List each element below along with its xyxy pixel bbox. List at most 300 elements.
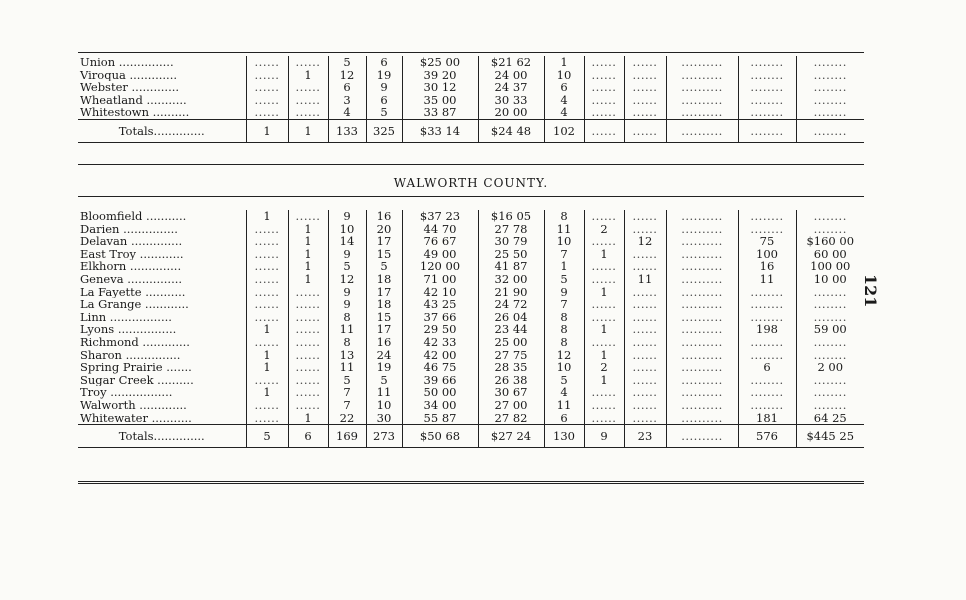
town-name: Elkhorn ..............	[80, 260, 182, 273]
table-cell: ........	[738, 298, 796, 311]
table-cell: 1	[544, 56, 584, 69]
table-cell: 55 87	[402, 412, 478, 425]
table-row	[78, 386, 864, 399]
table-cell: ......	[624, 361, 666, 374]
table-cell: 11	[544, 399, 584, 412]
town-name: Walworth .............	[80, 398, 187, 412]
section-vernon-end	[78, 56, 864, 143]
table-cell: ......	[584, 298, 624, 311]
table-cell: 60 00	[796, 248, 864, 261]
table-cell: ........	[738, 210, 796, 223]
table-cell: ......	[624, 286, 666, 299]
table-cell: ........	[796, 69, 864, 82]
table-cell: ..........	[666, 106, 738, 119]
table-walworth	[78, 210, 864, 448]
town-name: Viroqua .............	[80, 68, 178, 82]
table-cell: $160 00	[796, 235, 864, 248]
table-cell: 24 37	[478, 81, 544, 94]
table-cell: 49 00	[402, 248, 478, 261]
table-cell: ........	[738, 56, 796, 69]
table-cell: 64 25	[796, 412, 864, 425]
table-row	[78, 260, 864, 273]
table-cell: ......	[246, 56, 288, 69]
table-cell: 1	[288, 223, 328, 236]
table-cell: 8	[544, 210, 584, 223]
table-cell: ..........	[666, 260, 738, 273]
totals-cell: $24 48	[478, 119, 544, 142]
table-cell: ......	[624, 386, 666, 399]
table-cell: ..........	[666, 311, 738, 324]
table-cell: ......	[624, 81, 666, 94]
table-cell: ..........	[666, 412, 738, 425]
totals-cell: ........	[796, 119, 864, 142]
table-cell: 9	[328, 248, 366, 261]
table-cell: ......	[288, 399, 328, 412]
totals-label: Totals..............	[78, 119, 246, 142]
totals-row	[78, 425, 864, 448]
table-cell: 1	[288, 260, 328, 273]
table-cell: ......	[288, 94, 328, 107]
table-cell: 26 38	[478, 374, 544, 387]
table-cell: 24	[366, 349, 402, 362]
table-cell: 76 67	[402, 235, 478, 248]
totals-cell: 9	[584, 425, 624, 448]
totals-cell: 23	[624, 425, 666, 448]
totals-cell: 1	[288, 119, 328, 142]
table-cell: ........	[796, 311, 864, 324]
table-cell: 33 87	[402, 106, 478, 119]
table-cell: ..........	[666, 210, 738, 223]
table-cell: ......	[584, 81, 624, 94]
table-cell: 11	[738, 273, 796, 286]
table-cell: 23 44	[478, 323, 544, 336]
table-row	[78, 273, 864, 286]
table-cell: ........	[738, 386, 796, 399]
totals-cell: 169	[328, 425, 366, 448]
table-cell: 27 75	[478, 349, 544, 362]
table-cell: $37 23	[402, 210, 478, 223]
table-cell: 9	[328, 298, 366, 311]
table-cell: ......	[624, 374, 666, 387]
table-cell: 1	[584, 286, 624, 299]
table-cell: ......	[624, 106, 666, 119]
table-cell: ......	[584, 210, 624, 223]
table-row	[78, 412, 864, 425]
table-cell: ........	[738, 106, 796, 119]
table-cell: ......	[246, 69, 288, 82]
table-cell: 12	[328, 69, 366, 82]
table-cell: 2	[584, 223, 624, 236]
table-cell: ......	[246, 286, 288, 299]
table-cell: 4	[328, 106, 366, 119]
table-cell: 7	[328, 386, 366, 399]
table-cell: 8	[544, 311, 584, 324]
table-cell: 27 78	[478, 223, 544, 236]
table-cell: ......	[246, 235, 288, 248]
table-cell: 5	[328, 260, 366, 273]
town-name: Whitewater ...........	[80, 411, 192, 425]
table-cell: ......	[246, 298, 288, 311]
table-cell: 1	[544, 260, 584, 273]
table-cell: 5	[366, 106, 402, 119]
table-cell: ........	[796, 349, 864, 362]
table-cell: ......	[624, 298, 666, 311]
totals-cell: 6	[288, 425, 328, 448]
table-cell: 5	[544, 374, 584, 387]
table-row	[78, 210, 864, 223]
table-cell: 28 35	[478, 361, 544, 374]
table-cell: 29 50	[402, 323, 478, 336]
table-cell: ........	[796, 374, 864, 387]
town-name: Wheatland ...........	[80, 93, 187, 107]
table-cell: 6	[544, 412, 584, 425]
table-cell: ..........	[666, 81, 738, 94]
table-cell: ......	[624, 69, 666, 82]
table-cell: 7	[544, 298, 584, 311]
table-cell: 39 20	[402, 69, 478, 82]
table-cell: ......	[624, 210, 666, 223]
table-cell: 9	[366, 81, 402, 94]
table-cell: 24 00	[478, 69, 544, 82]
table-cell: 6	[328, 81, 366, 94]
table-cell: 1	[288, 273, 328, 286]
table-row	[78, 336, 864, 349]
town-name: Sharon ...............	[80, 348, 181, 362]
table-cell: ......	[624, 412, 666, 425]
table-cell: ..........	[666, 336, 738, 349]
table-cell: ......	[584, 106, 624, 119]
table-cell: ........	[738, 223, 796, 236]
table-cell: 10	[544, 69, 584, 82]
table-cell: ......	[288, 336, 328, 349]
totals-cell: 1	[246, 119, 288, 142]
table-cell: ......	[246, 311, 288, 324]
table-row	[78, 323, 864, 336]
table-cell: 181	[738, 412, 796, 425]
table-row	[78, 223, 864, 236]
table-cell: 30	[366, 412, 402, 425]
table-cell: 11	[328, 323, 366, 336]
table-cell: 6	[366, 94, 402, 107]
county-heading: WALWORTH COUNTY.	[393, 176, 549, 190]
table-cell: $21 62	[478, 56, 544, 69]
table-cell: ......	[288, 374, 328, 387]
town-name: Darien ...............	[80, 222, 178, 236]
totals-cell: $27 24	[478, 425, 544, 448]
table-cell: ......	[624, 323, 666, 336]
town-name: Richmond .............	[80, 335, 190, 349]
table-cell: ........	[796, 399, 864, 412]
table-row	[78, 374, 864, 387]
table-cell: ......	[584, 235, 624, 248]
totals-cell: $50 68	[402, 425, 478, 448]
table-cell: 46 75	[402, 361, 478, 374]
table-cell: 17	[366, 286, 402, 299]
table-cell: 19	[366, 361, 402, 374]
table-cell: 6	[366, 56, 402, 69]
table-cell: ......	[584, 399, 624, 412]
table-row	[78, 106, 864, 119]
table-cell: 5	[544, 273, 584, 286]
table-cell: ..........	[666, 323, 738, 336]
table-cell: 10	[544, 235, 584, 248]
table-cell: ........	[738, 336, 796, 349]
town-name: Whitestown ..........	[80, 106, 190, 120]
table-cell: ........	[796, 286, 864, 299]
table-cell: ..........	[666, 399, 738, 412]
table-cell: $16 05	[478, 210, 544, 223]
table-cell: ........	[796, 94, 864, 107]
table-cell: 5	[366, 374, 402, 387]
town-name: East Troy ............	[80, 247, 184, 261]
table-cell: 39 66	[402, 374, 478, 387]
section-divider-bottom	[78, 196, 864, 197]
town-name: Delavan ..............	[80, 235, 183, 248]
table-cell: ......	[246, 260, 288, 273]
table-cell: 27 82	[478, 412, 544, 425]
table-cell: ..........	[666, 235, 738, 248]
table-cell: 71 00	[402, 273, 478, 286]
table-cell: ..........	[666, 349, 738, 362]
table-cell: ......	[288, 81, 328, 94]
table-cell: 3	[328, 94, 366, 107]
table-cell: ......	[624, 336, 666, 349]
table-cell: 8	[544, 336, 584, 349]
table-cell: 32 00	[478, 273, 544, 286]
table-cell: 25 50	[478, 248, 544, 261]
table-row	[78, 81, 864, 94]
table-cell: 34 00	[402, 399, 478, 412]
table-cell: 42 33	[402, 336, 478, 349]
table-row	[78, 311, 864, 324]
table-cell: 42 10	[402, 286, 478, 299]
table-cell: 30 33	[478, 94, 544, 107]
table-cell: ......	[584, 311, 624, 324]
table-cell: ......	[624, 399, 666, 412]
totals-cell: ......	[584, 119, 624, 142]
table-cell: ......	[288, 286, 328, 299]
town-name: Sugar Creek ..........	[80, 373, 194, 387]
town-name: Linn .................	[80, 310, 172, 324]
table-cell: 1	[246, 323, 288, 336]
table-cell: 17	[366, 323, 402, 336]
table-cell: 43 25	[402, 298, 478, 311]
table-row	[78, 286, 864, 299]
totals-cell: 5	[246, 425, 288, 448]
table-cell: ......	[584, 94, 624, 107]
table-cell: $25 00	[402, 56, 478, 69]
table-cell: ......	[288, 210, 328, 223]
table-row	[78, 94, 864, 107]
table-cell: 12	[544, 349, 584, 362]
table-cell: ......	[246, 273, 288, 286]
table-cell: 5	[328, 56, 366, 69]
table-cell: ..........	[666, 273, 738, 286]
table-cell: 9	[544, 286, 584, 299]
table-cell: ......	[288, 56, 328, 69]
table-cell: ........	[796, 106, 864, 119]
table-cell: 1	[584, 323, 624, 336]
table-cell: 16	[366, 336, 402, 349]
table-cell: 5	[366, 260, 402, 273]
table-row	[78, 399, 864, 412]
bottom-rule	[78, 481, 864, 484]
table-cell: ......	[288, 323, 328, 336]
table-cell: ..........	[666, 298, 738, 311]
table-cell: ........	[738, 286, 796, 299]
table-cell: ........	[796, 210, 864, 223]
town-name: Webster .............	[80, 81, 180, 94]
table-cell: ........	[796, 336, 864, 349]
table-cell: 8	[328, 336, 366, 349]
table-cell: 16	[366, 210, 402, 223]
table-cell: 100	[738, 248, 796, 261]
table-cell: ......	[246, 412, 288, 425]
table-cell: 30 67	[478, 386, 544, 399]
table-cell: ......	[288, 349, 328, 362]
table-cell: 10	[366, 399, 402, 412]
table-cell: 13	[328, 349, 366, 362]
table-cell: 17	[366, 235, 402, 248]
table-cell: 9	[328, 286, 366, 299]
totals-cell: $33 14	[402, 119, 478, 142]
totals-cell: $445 25	[796, 425, 864, 448]
section-divider-top	[78, 164, 864, 165]
totals-cell: 102	[544, 119, 584, 142]
table-row	[78, 235, 864, 248]
table-cell: ......	[624, 260, 666, 273]
table-cell: 1	[584, 374, 624, 387]
table-cell: 22	[328, 412, 366, 425]
town-name: Bloomfield ...........	[80, 210, 187, 223]
table-cell: ......	[624, 248, 666, 261]
table-cell: ........	[738, 94, 796, 107]
totals-label: Totals..............	[78, 425, 246, 448]
table-cell: ......	[584, 260, 624, 273]
table-cell: ......	[246, 223, 288, 236]
table-row	[78, 248, 864, 261]
totals-cell: 576	[738, 425, 796, 448]
town-name: Lyons ................	[80, 323, 177, 336]
totals-cell: 130	[544, 425, 584, 448]
table-cell: 1	[246, 386, 288, 399]
totals-cell: 325	[366, 119, 402, 142]
table-cell: 50 00	[402, 386, 478, 399]
table-cell: 10 00	[796, 273, 864, 286]
table-cell: 198	[738, 323, 796, 336]
totals-cell: ..........	[666, 425, 738, 448]
table-cell: 1	[246, 349, 288, 362]
table-cell: ......	[288, 361, 328, 374]
table-cell: 10	[328, 223, 366, 236]
table-cell: ......	[584, 56, 624, 69]
table-cell: 12	[624, 235, 666, 248]
table-cell: 1	[584, 248, 624, 261]
table-cell: 7	[328, 399, 366, 412]
table-cell: ..........	[666, 56, 738, 69]
page-number: 121	[861, 274, 880, 308]
table-cell: 19	[366, 69, 402, 82]
table-cell: 26 04	[478, 311, 544, 324]
table-cell: 14	[328, 235, 366, 248]
table-cell: ......	[624, 349, 666, 362]
table-cell: 4	[544, 94, 584, 107]
totals-cell: 133	[328, 119, 366, 142]
table-cell: ......	[288, 386, 328, 399]
table-cell: ......	[246, 248, 288, 261]
table-cell: ........	[796, 298, 864, 311]
table-cell: 2 00	[796, 361, 864, 374]
table-row	[78, 298, 864, 311]
table-cell: 75	[738, 235, 796, 248]
table-cell: 15	[366, 248, 402, 261]
table-cell: ......	[246, 336, 288, 349]
table-cell: 21 90	[478, 286, 544, 299]
table-cell: 11	[328, 361, 366, 374]
totals-cell: 273	[366, 425, 402, 448]
table-cell: 35 00	[402, 94, 478, 107]
table-section-1	[78, 56, 864, 143]
table-cell: 11	[366, 386, 402, 399]
table-cell: ......	[584, 336, 624, 349]
table-cell: 9	[328, 210, 366, 223]
table-cell: ..........	[666, 361, 738, 374]
table-cell: 24 72	[478, 298, 544, 311]
table-row	[78, 361, 864, 374]
table-cell: 1	[288, 248, 328, 261]
table-cell: 27 00	[478, 399, 544, 412]
town-name: Geneva ...............	[80, 272, 183, 286]
table-cell: 7	[544, 248, 584, 261]
table-cell: 41 87	[478, 260, 544, 273]
table-cell: 2	[584, 361, 624, 374]
table-cell: 11	[624, 273, 666, 286]
town-name: Spring Prairie .......	[80, 361, 192, 374]
table-cell: 1	[246, 361, 288, 374]
table-cell: 12	[328, 273, 366, 286]
table-cell: ......	[624, 56, 666, 69]
town-name: La Fayette ...........	[80, 285, 186, 299]
table-cell: 4	[544, 386, 584, 399]
table-cell: 8	[544, 323, 584, 336]
table-cell: 20 00	[478, 106, 544, 119]
table-cell: ........	[738, 81, 796, 94]
table-cell: ........	[738, 349, 796, 362]
table-cell: 15	[366, 311, 402, 324]
table-cell: ..........	[666, 374, 738, 387]
table-cell: ......	[246, 374, 288, 387]
table-cell: ..........	[666, 94, 738, 107]
table-cell: 59 00	[796, 323, 864, 336]
table-cell: 100 00	[796, 260, 864, 273]
table-row	[78, 69, 864, 82]
table-cell: 20	[366, 223, 402, 236]
town-name: Union ...............	[80, 56, 174, 69]
town-name: La Grange ............	[80, 298, 189, 311]
table-cell: 4	[544, 106, 584, 119]
table-cell: ........	[796, 81, 864, 94]
table-cell: ......	[288, 298, 328, 311]
table-cell: 120 00	[402, 260, 478, 273]
table-cell: 6	[738, 361, 796, 374]
table-cell: 1	[288, 69, 328, 82]
table-cell: ........	[738, 311, 796, 324]
table-cell: ........	[796, 386, 864, 399]
table-cell: ..........	[666, 223, 738, 236]
table-cell: 1	[246, 210, 288, 223]
table-cell: 37 66	[402, 311, 478, 324]
totals-cell: ..........	[666, 119, 738, 142]
